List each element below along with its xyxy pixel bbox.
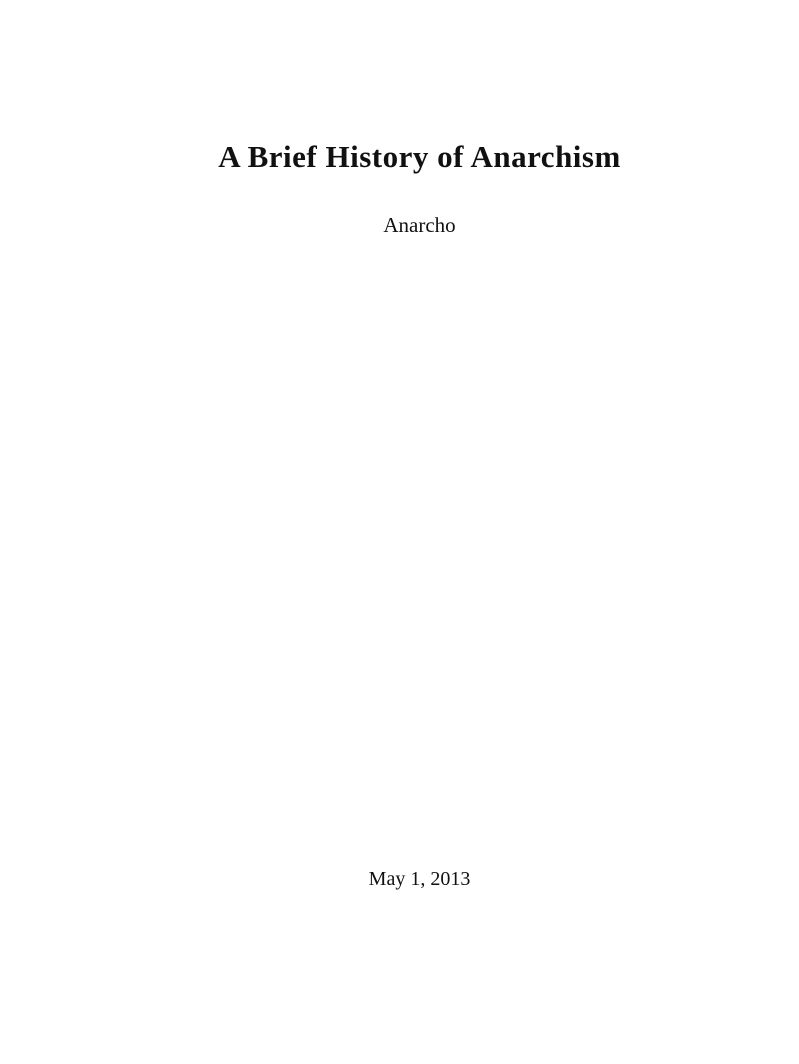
document-author: Anarcho bbox=[383, 213, 456, 237]
document-title: A Brief History of Anarchism bbox=[218, 139, 621, 174]
title-page-content bbox=[40, 0, 799, 1064]
document-date: May 1, 2013 bbox=[368, 868, 471, 890]
